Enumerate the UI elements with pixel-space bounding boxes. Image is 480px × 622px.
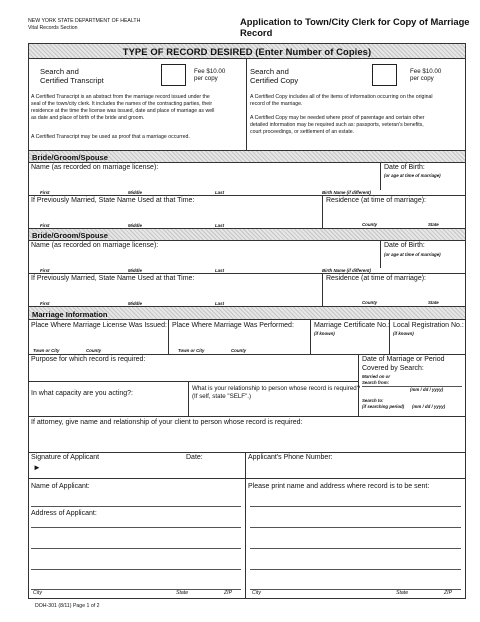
copy-desc-1: A Certified Copy includes all of the items of information occurring on the original [250, 94, 433, 100]
marriage-heading: Marriage Information [32, 310, 108, 319]
form-id: DOH-301 (8/11) Page 1 of 2 [35, 603, 100, 609]
mail-zip-caption: ZIP [444, 590, 453, 596]
applicant-city-state-zip-input[interactable] [31, 577, 241, 588]
mail-to-line-3[interactable] [250, 536, 461, 547]
spouse2-dob-hint: (or age at time of marriage) [384, 252, 441, 257]
record-type-heading: TYPE OF RECORD DESIRED (Enter Number of Copies) [122, 46, 372, 57]
spouse2-last-caption: Last [215, 268, 225, 273]
applicant-address-line-3[interactable] [31, 557, 241, 568]
spouse1-state-caption: State [428, 222, 439, 227]
mail-to-line-2[interactable] [250, 515, 461, 526]
section-name: Vital Records Section [28, 25, 78, 31]
spouse2-prev-last-caption: Last [215, 301, 225, 306]
capacity-label: In what capacity are you acting?: [31, 390, 133, 397]
spouse1-dob-label: Date of Birth: [384, 164, 425, 171]
signature-input[interactable] [44, 461, 184, 475]
signature-label: Signature of Applicant [31, 454, 100, 461]
spouse1-prev-last-caption: Last [215, 223, 225, 228]
transcript-copies-input[interactable] [161, 64, 186, 86]
transcript-desc-3: residence at the time the license was issued, date and place of marriage as well [31, 108, 215, 114]
local-reg-input[interactable] [393, 337, 463, 351]
mail-to-city-state-zip-input[interactable] [250, 577, 461, 588]
spouse1-birthname-caption: Birth Name (if different) [322, 190, 371, 195]
spouse1-prev-middle-caption: Middle [128, 223, 142, 228]
copy-desc-5: court proceedings, or settlement of an estate. [250, 129, 355, 135]
spouse2-residence-input[interactable] [326, 284, 462, 300]
applicant-zip-caption: ZIP [224, 590, 233, 596]
date-label: Date: [186, 454, 203, 461]
copy-desc-2: record of the marriage. [250, 101, 303, 107]
transcript-desc-2: seal of the town/city clerk. It includes the names of the contracting parties, their [31, 101, 213, 107]
department-name: NEW YORK STATE DEPARTMENT OF HEALTH [28, 18, 141, 24]
applicant-address-line-2[interactable] [31, 536, 241, 547]
spouse2-heading: Bride/Groom/Spouse [32, 231, 108, 240]
spouse2-prev-first-caption: First [40, 301, 50, 306]
copy-copies-input[interactable] [372, 64, 397, 86]
transcript-label-1: Search and [40, 67, 79, 76]
spouse1-dob-input[interactable] [384, 178, 462, 189]
local-reg-hint: (if known) [393, 331, 414, 336]
spouse2-middle-caption: Middle [128, 268, 142, 273]
spouse2-first-caption: First [40, 268, 50, 273]
spouse1-residence-input[interactable] [326, 206, 462, 222]
spouse1-prev-first-caption: First [40, 223, 50, 228]
applicant-state-caption: State [176, 590, 189, 596]
relationship-label-1: What is your relationship to person whose record is required? [192, 385, 361, 392]
copy-fee: Fee $10.00 [410, 68, 442, 75]
phone-input[interactable] [248, 463, 462, 475]
attorney-label: If attorney, give name and relationship of your client to person whose record is required: [31, 419, 303, 426]
relationship-label-2: (If self, state "SELF".) [192, 393, 252, 400]
spouse2-dob-input[interactable] [384, 257, 462, 267]
date-period-label-1: Date of Marriage or Period [362, 356, 445, 363]
spouse2-prev-middle-caption: Middle [128, 301, 142, 306]
copy-desc-3: A Certified Copy may be needed where proof of parentage and certain other [250, 115, 425, 121]
transcript-desc-5: A Certified Transcript may be used as proof that a marriage occurred. [31, 134, 190, 140]
mail-city-caption: City [252, 590, 261, 596]
capacity-input[interactable] [140, 388, 185, 400]
phone-label: Applicant's Phone Number: [248, 454, 333, 461]
cert-no-label: Marriage Certificate No.: [314, 322, 390, 329]
date-period-label-2: Covered by Search: [362, 365, 424, 372]
copy-desc-4: detailed information may be required such as: passports, veteran's benefits, [250, 122, 424, 128]
transcript-label-2: Certified Transcript [40, 76, 104, 85]
arrow-icon: ► [33, 463, 41, 472]
spouse1-middle-caption: Middle [128, 190, 142, 195]
spouse2-birthname-caption: Birth Name (if different) [322, 268, 371, 273]
form-title: Application to Town/City Clerk for Copy of Marriage Record [240, 16, 470, 38]
date-format-2: (mm / dd / yyyy) [412, 404, 446, 409]
spouse2-dob-label: Date of Birth: [384, 242, 425, 249]
performed-town-caption: Town or City [178, 348, 205, 353]
search-to-input[interactable] [400, 392, 462, 403]
signature-date-input[interactable] [186, 463, 242, 475]
spouse1-prev-label: If Previously Married, State Name Used at that Time: [31, 197, 195, 204]
performed-place-input[interactable] [172, 331, 307, 347]
purpose-label: Purpose for which record is required: [31, 356, 146, 363]
applicant-city-caption: City [33, 590, 42, 596]
license-town-caption: Town or City [33, 348, 60, 353]
attorney-input[interactable] [31, 428, 462, 450]
relationship-input[interactable] [192, 401, 355, 414]
spouse1-county-caption: County [362, 222, 378, 227]
search-to-caption: Search to: [362, 398, 384, 403]
cert-no-hint: (if known) [314, 331, 335, 336]
spouse2-residence-label: Residence (at time of marriage): [326, 275, 426, 282]
spouse1-residence-label: Residence (at time of marriage): [326, 197, 426, 204]
spouse2-county-caption: County [362, 300, 378, 305]
applicant-name-label: Name of Applicant: [31, 483, 90, 490]
transcript-fee-unit: per copy [194, 75, 218, 82]
spouse1-first-caption: First [40, 190, 50, 195]
applicant-address-label: Address of Applicant: [31, 510, 97, 517]
married-on-caption: Married on or [362, 374, 391, 379]
search-from-caption: Search from: [362, 380, 390, 385]
applicant-name-input[interactable] [31, 492, 241, 505]
purpose-input[interactable] [31, 365, 356, 379]
mail-state-caption: State [396, 590, 409, 596]
spouse1-dob-hint: (or age at time of marriage) [384, 173, 441, 178]
spouse2-prev-label: If Previously Married, State Name Used at that Time: [31, 275, 195, 282]
cert-no-input[interactable] [314, 337, 386, 351]
license-county-caption: County [86, 348, 102, 353]
spouse1-name-input[interactable] [31, 172, 377, 188]
mail-to-line-1[interactable] [250, 494, 461, 505]
transcript-fee: Fee $10.00 [194, 68, 226, 75]
license-place-label: Place Where Marriage License Was Issued: [31, 322, 167, 329]
spouse1-heading: Bride/Groom/Spouse [32, 153, 108, 162]
date-format-1: (mm / dd / yyyy) [410, 387, 444, 392]
local-reg-label: Local Registration No.: [393, 322, 464, 329]
spouse2-name-label: Name (as recorded on marriage license): [31, 242, 159, 249]
mail-to-line-4[interactable] [250, 557, 461, 568]
spouse1-prev-input[interactable] [31, 206, 319, 222]
transcript-desc-4: as date and place of birth of the bride and groom. [31, 115, 145, 121]
spouse2-name-input[interactable] [31, 251, 377, 266]
spouse1-name-label: Name (as recorded on marriage license): [31, 164, 159, 171]
applicant-address-line-1[interactable] [31, 515, 241, 526]
spouse2-prev-input[interactable] [31, 284, 319, 300]
spouse1-last-caption: Last [215, 190, 225, 195]
if-searching-caption: (if searching period) [362, 404, 405, 409]
print-address-label: Please print name and address where record is to be sent: [248, 483, 430, 490]
copy-label-1: Search and [250, 67, 289, 76]
search-from-input[interactable] [400, 375, 462, 386]
spouse2-state-caption: State [428, 300, 439, 305]
transcript-desc-1: A Certified Transcript is an abstract from the marriage record issued under the [31, 94, 210, 100]
copy-fee-unit: per copy [410, 75, 434, 82]
copy-label-2: Certified Copy [250, 76, 299, 85]
performed-county-caption: County [231, 348, 247, 353]
performed-place-label: Place Where Marriage Was Performed: [172, 322, 294, 329]
license-place-input[interactable] [31, 331, 165, 347]
